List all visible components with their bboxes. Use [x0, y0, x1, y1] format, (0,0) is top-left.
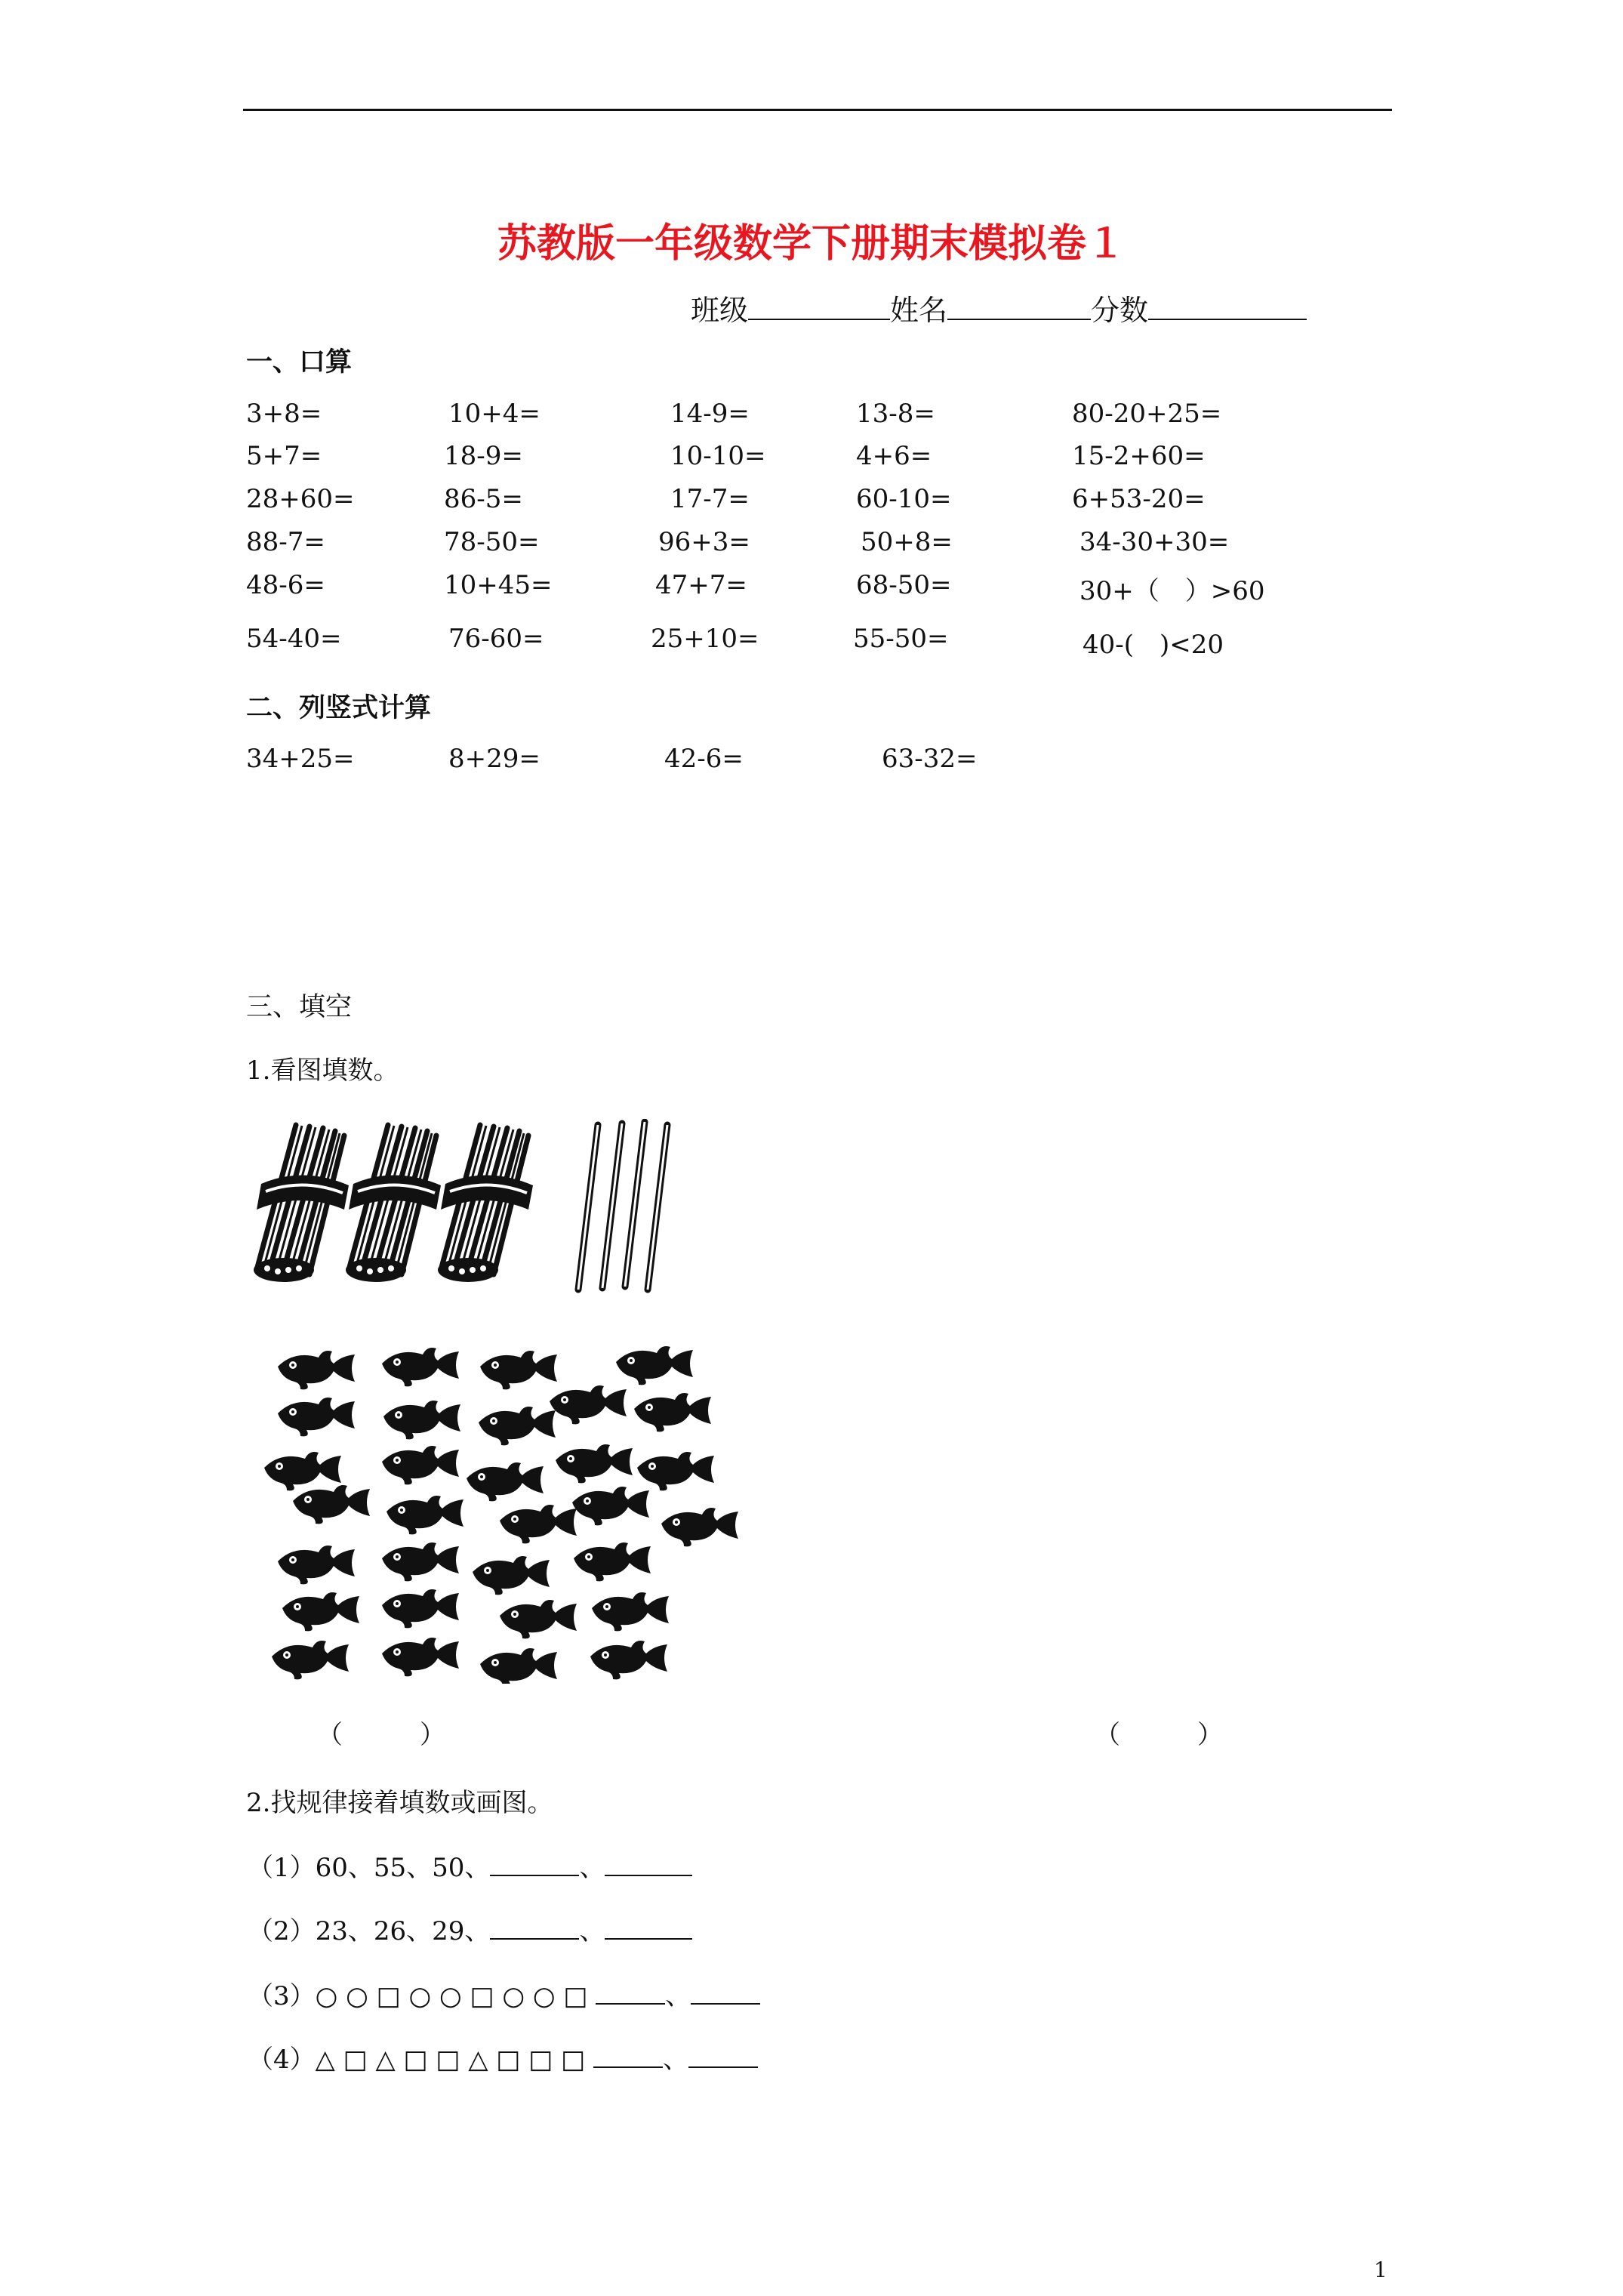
- pattern-sep: 、: [579, 1853, 605, 1883]
- expr: 30+（ ）>60: [1079, 576, 1265, 606]
- pattern-item-3: [248, 1975, 760, 2012]
- pattern-blank[interactable]: [490, 1849, 579, 1876]
- expr: 96+3=: [658, 527, 750, 557]
- q1-answer-left[interactable]: （ ）: [317, 1720, 445, 1750]
- expr: 80-20+25=: [1072, 399, 1222, 429]
- expr: 18-9=: [444, 441, 523, 471]
- class-label: 班级: [691, 294, 749, 327]
- pattern-item-2: [248, 1910, 692, 1947]
- expr: 42-6=: [664, 744, 744, 774]
- name-blank[interactable]: [947, 293, 1091, 320]
- class-blank[interactable]: [748, 293, 890, 320]
- expr: 6+53-20=: [1072, 484, 1206, 514]
- expr: 63-32=: [882, 744, 978, 774]
- pattern-blank[interactable]: [593, 2041, 663, 2068]
- expr: 48-6=: [246, 570, 325, 600]
- section3-heading: 三、填空: [246, 992, 353, 1022]
- pattern-sequence: （1）60、55、50、: [248, 1853, 491, 1883]
- expr: 34+25=: [246, 744, 355, 774]
- q1-label: 1.看图填数。: [246, 1056, 399, 1086]
- pattern-blank[interactable]: [596, 1977, 665, 2005]
- pattern-blank[interactable]: [691, 1977, 760, 2005]
- q2-label: 2.找规律接着填数或画图。: [246, 1788, 553, 1818]
- pattern-blank[interactable]: [490, 1912, 579, 1940]
- expr: 34-30+30=: [1079, 527, 1230, 557]
- expr: 10+4=: [448, 399, 540, 429]
- expr: 14-9=: [670, 399, 750, 429]
- expr: 47+7=: [655, 570, 747, 600]
- pattern-sep: 、: [579, 1916, 605, 1946]
- expr: 40-( )<20: [1083, 630, 1224, 660]
- expr: 76-60=: [448, 624, 544, 654]
- expr: 60-10=: [856, 484, 952, 514]
- q1-answer-right[interactable]: （ ）: [1095, 1720, 1223, 1750]
- expr: 3+8=: [246, 399, 322, 429]
- expr: 13-8=: [856, 399, 935, 429]
- expr: 86-5=: [444, 484, 523, 514]
- expr: 55-50=: [853, 624, 949, 654]
- student-info-line: [691, 287, 1307, 328]
- expr: 8+29=: [448, 744, 540, 774]
- pattern-sequence: （3）○ ○ □ ○ ○ □ ○ ○ □: [248, 1981, 596, 2011]
- fish-picture: [255, 1336, 738, 1684]
- expr: 25+10=: [651, 624, 759, 654]
- expr: 4+6=: [856, 441, 932, 471]
- pattern-blank[interactable]: [605, 1912, 692, 1940]
- section1-heading: 一、口算: [246, 347, 353, 378]
- pattern-blank[interactable]: [605, 1849, 692, 1876]
- pattern-blank[interactable]: [688, 2041, 758, 2068]
- expr: 78-50=: [444, 527, 540, 557]
- pattern-item-4: [248, 2039, 758, 2076]
- stick-bundles-picture: [251, 1119, 701, 1297]
- pattern-sequence: （4）△ □ △ □ □ △ □ □ □: [248, 2045, 594, 2075]
- expr: 28+60=: [246, 484, 355, 514]
- expr: 68-50=: [856, 570, 952, 600]
- expr: 10-10=: [670, 441, 766, 471]
- expr: 54-40=: [246, 624, 342, 654]
- section2-heading: 二、列竖式计算: [246, 692, 432, 723]
- score-blank[interactable]: [1148, 293, 1307, 320]
- score-label: 分数: [1091, 294, 1149, 327]
- pattern-item-1: [248, 1847, 692, 1884]
- page-title: 苏教版一年级数学下册期末模拟卷１: [497, 220, 1126, 267]
- expr: 17-7=: [670, 484, 750, 514]
- expr: 10+45=: [444, 570, 553, 600]
- expr: 5+7=: [246, 441, 322, 471]
- expr: 88-7=: [246, 527, 325, 557]
- expr: 15-2+60=: [1072, 441, 1206, 471]
- pattern-sequence: （2）23、26、29、: [248, 1916, 491, 1946]
- expr: 50+8=: [861, 527, 953, 557]
- name-label: 姓名: [890, 294, 948, 327]
- page-number: 1: [1374, 2257, 1387, 2282]
- header-rule: [243, 109, 1392, 111]
- pattern-sep: 、: [663, 2045, 689, 2075]
- pattern-sep: 、: [665, 1981, 691, 2011]
